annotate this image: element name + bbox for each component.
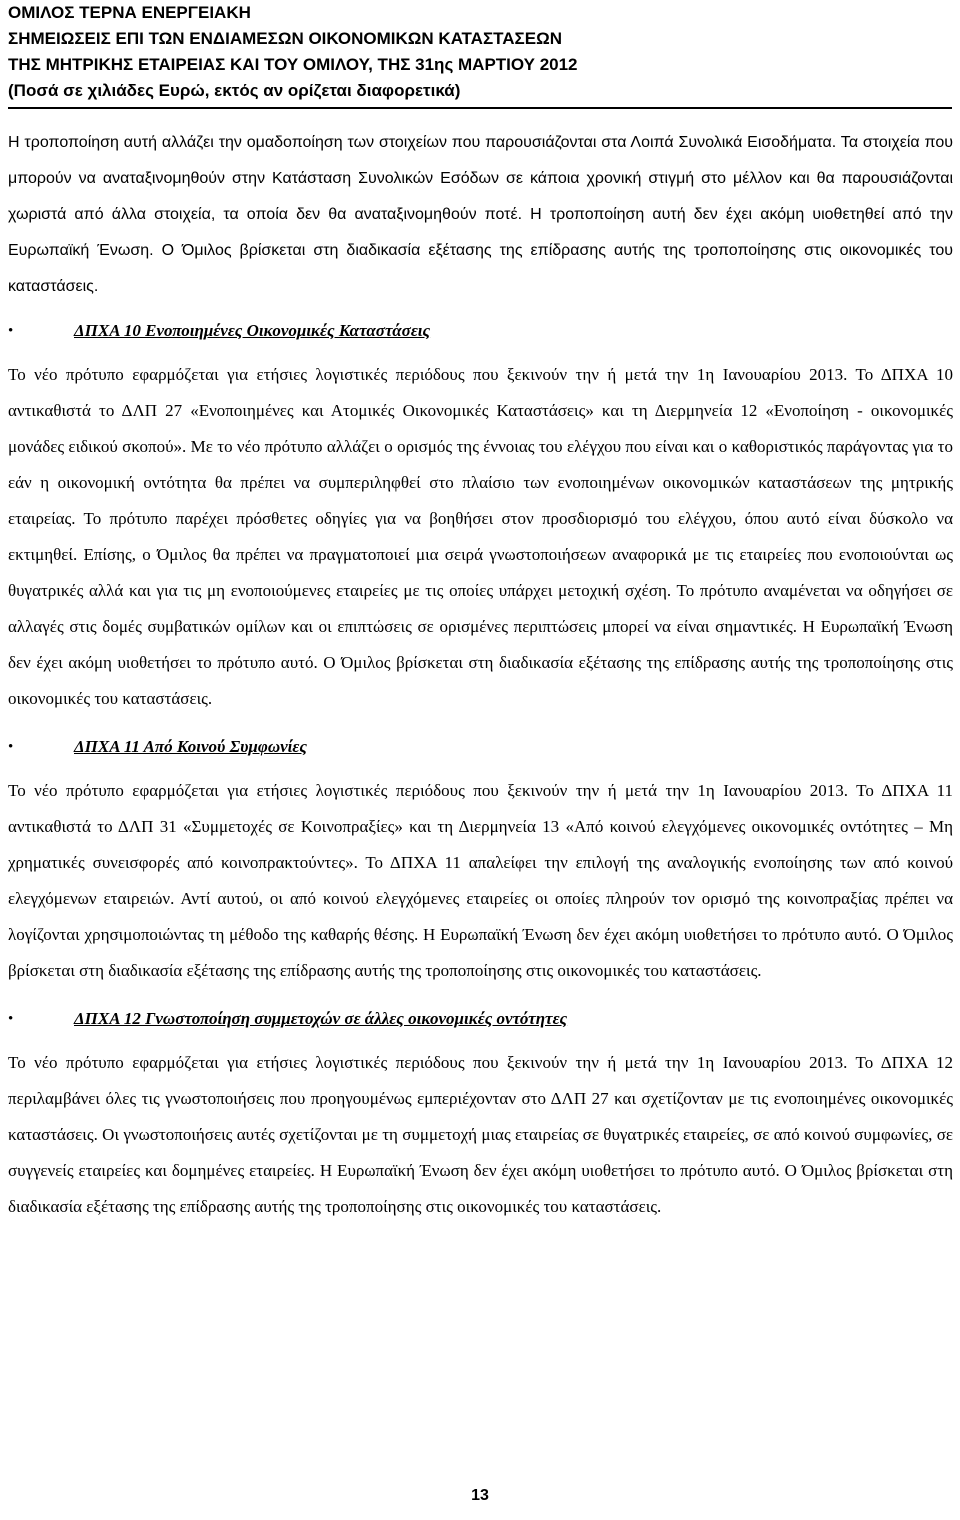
bullet-icon: •: [8, 323, 14, 339]
header-currency-note: (Ποσά σε χιλιάδες Ευρώ, εκτός αν ορίζεται διαφορετικά): [8, 81, 461, 100]
header-subtitle: ΤΗΣ ΜΗΤΡΙΚΗΣ ΕΤΑΙΡΕΙΑΣ ΚΑΙ ΤΟΥ ΟΜΙΛΟΥ, ΤΗΣ 31ης ΜΑΡΤΙΟΥ 2012: [8, 55, 578, 74]
section-paragraph: Το νέο πρότυπο εφαρμόζεται για ετήσιες λογιστικές περιόδους που ξεκινούν την ή μετά την 1η Ιανουαρίου 2013. Το ΔΠΧΑ 12 περιλαμβάνει όλες τις γνωστοποιήσεις που προηγουμένως εμπεριέχονταν στο ΔΛΠ 27 και σχετίζονταν με τις ενοποιημένες οικονομικές καταστάσεις. Οι γνωστοποιήσεις αυτές σχετίζονται με τη συμμετοχή μιας εταιρείας σε θυγατρικές εταιρείες, σε από κοινού συμφωνίες, σε συγγενείς εταιρείες και δομημένες εταιρείες. Η Ευρωπαϊκή Ένωση δεν έχει ακόμη υιοθετήσει το πρότυπο αυτό. Ο Όμιλος βρίσκεται στη διαδικασία εξέτασης της επίδρασης αυτής της τροποποίησης στις οικονομικές του καταστάσεις.: [8, 1053, 953, 1216]
page-number: 13: [471, 1487, 489, 1504]
page-header: [8, 0, 952, 104]
document-body: [8, 125, 953, 1225]
bullet-icon: •: [8, 1011, 14, 1027]
section-title: ΔΠΧΑ 11 Από Κοινού Συμφωνίες: [74, 737, 307, 756]
header-title: ΣΗΜΕΙΩΣΕΙΣ ΕΠΙ ΤΩΝ ΕΝΔΙΑΜΕΣΩΝ ΟΙΚΟΝΟΜΙΚΩΝ ΚΑΤΑΣΤΑΣΕΩΝ: [8, 29, 563, 48]
header-divider: [8, 107, 952, 109]
section-title: ΔΠΧΑ 10 Ενοποιημένες Οικονομικές Καταστάσεις: [74, 321, 431, 340]
intro-paragraph: Η τροποποίηση αυτή αλλάζει την ομαδοποίηση των στοιχείων που παρουσιάζονται στα Λοιπά Συνολικά Εισοδήματα. Τα στοιχεία που μπορούν να αναταξινομηθούν στην Κατάσταση Συνολικών Εσόδων σε κάποια χρονική στιγμή στο μέλλον και θα παρουσιάζονται χωριστά από άλλα στοιχεία, τα οποία δεν θα αναταξινομηθούν ποτέ. Η τροποποίηση αυτή δεν έχει ακόμη υιοθετηθεί από την Ευρωπαϊκή Ένωση. Ο Όμιλος βρίσκεται στη διαδικασία εξέτασης της επίδρασης αυτής της τροποποίησης στις οικονομικές του καταστάσεις.: [8, 134, 953, 295]
bullet-icon: •: [8, 739, 14, 755]
header-company: ΟΜΙΛΟΣ ΤΕΡΝΑ ΕΝΕΡΓΕΙΑΚΗ: [8, 3, 251, 22]
section-paragraph: Το νέο πρότυπο εφαρμόζεται για ετήσιες λογιστικές περιόδους που ξεκινούν την ή μετά την 1η Ιανουαρίου 2013. Το ΔΠΧΑ 11 αντικαθιστά το ΔΛΠ 31 «Συμμετοχές σε Κοινοπραξίες» και τη Διερμηνεία 13 «Από κοινού ελεγχόμενες οικονομικές οντότητες – Μη χρηματικές συνεισφορές από κοινοπρακτούντες». Το ΔΠΧΑ 11 απαλείφει την επιλογή της αναλογικής ενοποίησης των από κοινού ελεγχόμενων εταιρειών. Αντί αυτού, οι από κοινού ελεγχόμενες εταιρείες οι οποίες πληρούν τον ορισμό της κοινοπραξίας πρέπει να λογίζονται χρησιμοποιώντας τη μέθοδο της καθαρής θέσης. Η Ευρωπαϊκή Ένωση δεν έχει ακόμη υιοθετήσει το πρότυπο αυτό. Ο Όμιλος βρίσκεται στη διαδικασία εξέτασης της επίδρασης αυτής της τροποποίησης στις οικονομικές του καταστάσεις.: [8, 781, 953, 980]
section-title: ΔΠΧΑ 12 Γνωστοποίηση συμμετοχών σε άλλες οικονομικές οντότητες: [74, 1009, 568, 1028]
section-ifrs-10: [8, 313, 953, 349]
section-ifrs-11: [8, 729, 953, 765]
section-ifrs-12: [8, 1001, 953, 1037]
section-paragraph: Το νέο πρότυπο εφαρμόζεται για ετήσιες λογιστικές περιόδους που ξεκινούν την ή μετά την 1η Ιανουαρίου 2013. Το ΔΠΧΑ 10 αντικαθιστά το ΔΛΠ 27 «Ενοποιημένες και Ατομικές Οικονομικές Καταστάσεις» και τη Διερμηνεία 12 «Ενοποίηση - οικονομικές μονάδες ειδικού σκοπού». Με το νέο πρότυπο αλλάζει ο ορισμός της έννοιας του ελέγχου που είναι και ο καθοριστικός παράγοντας για το εάν η οικονομική οντότητα θα πρέπει να συμπεριληφθεί στο πλαίσιο των ενοποιημένων οικονομικών καταστάσεων της μητρικής εταιρείας. Το πρότυπο παρέχει πρόσθετες οδηγίες για να βοηθήσει στον προσδιορισμό του ελέγχου, όπου αυτό είναι δύσκολο να εκτιμηθεί. Επίσης, ο Όμιλος θα πρέπει να πραγματοποιεί μια σειρά γνωστοποιήσεων αναφορικά με τις εταιρείες που ενοποιούνται ως θυγατρικές αλλά και για τις μη ενοποιούμενες εταιρείες με τις οποίες υπάρχει μετοχική σχέση. Το πρότυπο αναμένεται να οδηγήσει σε αλλαγές στις δομές συμβατικών ομίλων και οι επιπτώσεις σε ορισμένες περιπτώσεις μπορεί να είναι σημαντικές. Η Ευρωπαϊκή Ένωση δεν έχει ακόμη υιοθετήσει το πρότυπο αυτό. Ο Όμιλος βρίσκεται στη διαδικασία εξέτασης της επίδρασης αυτής της τροποποίησης στις οικονομικές του καταστάσεις.: [8, 365, 953, 708]
